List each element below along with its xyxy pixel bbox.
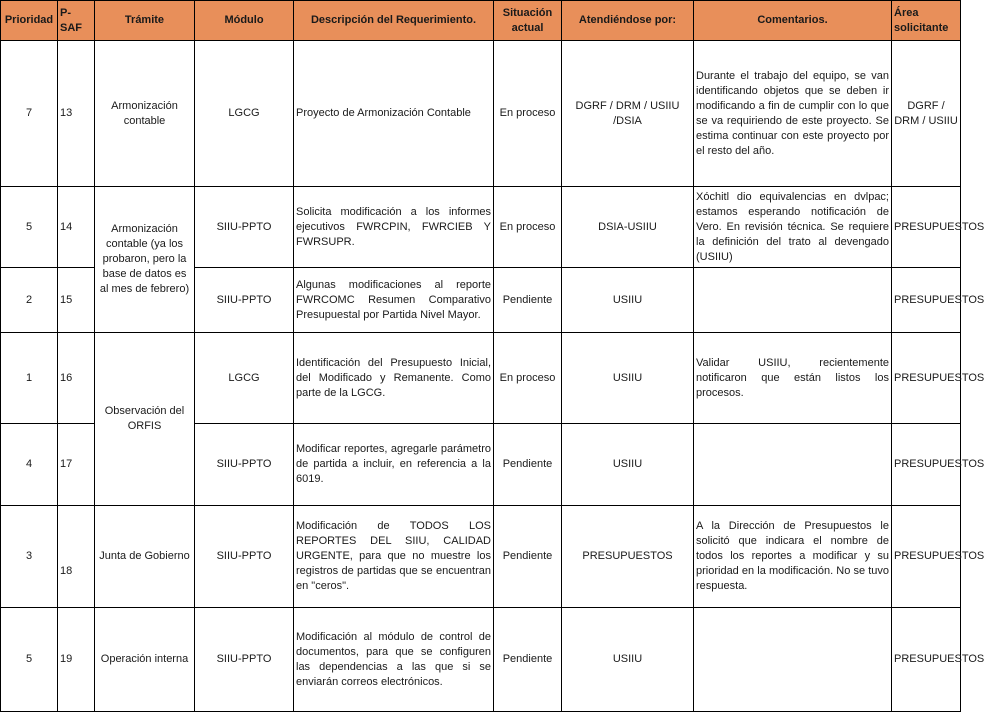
cell-modulo: SIIU-PPTO — [195, 268, 294, 333]
table-row — [1, 187, 961, 268]
cell-psaf: 14 — [58, 187, 95, 268]
cell-modulo: SIIU-PPTO — [195, 506, 294, 608]
cell-area: PRESUPUESTOS — [892, 187, 961, 268]
cell-modulo: SIIU-PPTO — [195, 424, 294, 506]
cell-modulo: SIIU-PPTO — [195, 608, 294, 712]
cell-comentarios: Validar USIIU, recientemente notificaron que están listos los procesos. — [694, 333, 892, 424]
cell-prioridad: 2 — [1, 268, 58, 333]
cell-situacion: Pendiente — [494, 424, 562, 506]
cell-comentarios: Durante el trabajo del equipo, se van identificando objetos que se deben ir modificando a fin de cumplir con lo que se va requiriendo de este proyecto. Se estima continuar con este proyecto por el resto del año. — [694, 41, 892, 187]
cell-area: PRESUPUESTOS — [892, 268, 961, 333]
cell-atendiendose: USIIU — [562, 424, 694, 506]
cell-modulo: LGCG — [195, 41, 294, 187]
cell-prioridad: 3 — [1, 506, 58, 608]
cell-tramite: Observación del ORFIS — [95, 333, 195, 506]
cell-atendiendose: DGRF / DRM / USIIU /DSIA — [562, 41, 694, 187]
cell-prioridad: 7 — [1, 41, 58, 187]
cell-psaf: 19 — [58, 608, 95, 712]
cell-descripcion: Proyecto de Armonización Contable — [294, 41, 494, 187]
cell-area: PRESUPUESTOS — [892, 333, 961, 424]
cell-comentarios: A la Dirección de Presupuestos le solicitó que indicara el nombre de todos los reportes a modificar y su prioridad en la modificación. No se tuvo respuesta. — [694, 506, 892, 608]
cell-psaf: 16 — [58, 333, 95, 424]
cell-prioridad: 5 — [1, 608, 58, 712]
header-psaf: P-SAF — [58, 1, 95, 41]
cell-tramite: Junta de Gobierno — [95, 506, 195, 608]
cell-situacion: Pendiente — [494, 268, 562, 333]
cell-situacion: Pendiente — [494, 506, 562, 608]
cell-psaf: 18 — [58, 506, 95, 608]
cell-descripcion: Modificación de TODOS LOS REPORTES DEL SIIU, CALIDAD URGENTE, para que no muestre los registros de partidas que se encuentran en "ceros". — [294, 506, 494, 608]
cell-descripcion: Solicita modificación a los informes ejecutivos FWRCPIN, FWRCIEB Y FWRSUPR. — [294, 187, 494, 268]
cell-area: PRESUPUESTOS — [892, 424, 961, 506]
header-atendiendose: Atendiéndose por: — [562, 1, 694, 41]
cell-area: PRESUPUESTOS — [892, 608, 961, 712]
cell-situacion: En proceso — [494, 41, 562, 187]
cell-descripcion: Algunas modificaciones al reporte FWRCOMC Resumen Comparativo Presupuestal por Partida Nivel Mayor. — [294, 268, 494, 333]
cell-area: PRESUPUESTOS — [892, 506, 961, 608]
table-row — [1, 506, 961, 608]
cell-situacion: En proceso — [494, 333, 562, 424]
table-row — [1, 41, 961, 187]
cell-comentarios — [694, 424, 892, 506]
cell-atendiendose: USIIU — [562, 333, 694, 424]
cell-tramite: Operación interna — [95, 608, 195, 712]
header-descripcion: Descripción del Requerimiento. — [294, 1, 494, 41]
header-area: Área solicitante — [892, 1, 961, 41]
cell-atendiendose: PRESUPUESTOS — [562, 506, 694, 608]
cell-situacion: Pendiente — [494, 608, 562, 712]
header-comentarios: Comentarios. — [694, 1, 892, 41]
cell-prioridad: 4 — [1, 424, 58, 506]
table-row — [1, 333, 961, 424]
table-header — [1, 1, 961, 41]
header-prioridad: Prioridad — [1, 1, 58, 41]
header-modulo: Módulo — [195, 1, 294, 41]
table-row — [1, 608, 961, 712]
cell-prioridad: 1 — [1, 333, 58, 424]
cell-comentarios: Xóchitl dio equivalencias en dvlpac; estamos esperando notificación de Vero. En revisión técnica. Se requiere la definición del trato al devengado (USIIU) — [694, 187, 892, 268]
cell-comentarios — [694, 268, 892, 333]
cell-prioridad: 5 — [1, 187, 58, 268]
cell-modulo: LGCG — [195, 333, 294, 424]
cell-descripcion: Modificación al módulo de control de documentos, para que se configuren las dependencias a las que si se enviarán correos electrónicos. — [294, 608, 494, 712]
cell-tramite: Armonización contable (ya los probaron, pero la base de datos es al mes de febrero) — [95, 187, 195, 333]
cell-atendiendose: USIIU — [562, 268, 694, 333]
header-situacion: Situación actual — [494, 1, 562, 41]
cell-descripcion: Modificar reportes, agregarle parámetro de partida a incluir, en referencia a la 6019. — [294, 424, 494, 506]
cell-atendiendose: DSIA-USIIU — [562, 187, 694, 268]
cell-psaf: 17 — [58, 424, 95, 506]
cell-psaf: 13 — [58, 41, 95, 187]
cell-atendiendose: USIIU — [562, 608, 694, 712]
cell-modulo: SIIU-PPTO — [195, 187, 294, 268]
cell-psaf: 15 — [58, 268, 95, 333]
header-tramite: Trámite — [95, 1, 195, 41]
cell-descripcion: Identificación del Presupuesto Inicial, del Modificado y Remanente. Como parte de la LGCG. — [294, 333, 494, 424]
cell-area: DGRF / DRM / USIIU — [892, 41, 961, 187]
cell-situacion: En proceso — [494, 187, 562, 268]
cell-tramite: Armonización contable — [95, 41, 195, 187]
cell-comentarios — [694, 608, 892, 712]
